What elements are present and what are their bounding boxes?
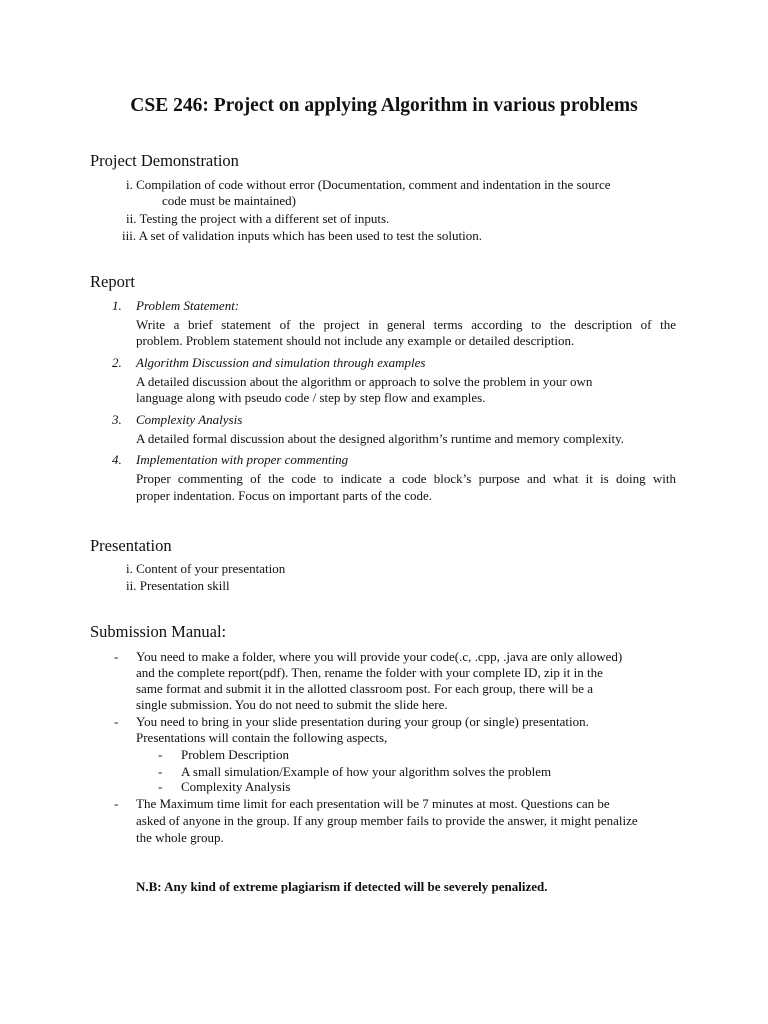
report-item-4-text-line-2: proper indentation. Focus on important parts of the code. (136, 488, 433, 503)
submission-bullet-1-line-2: and the complete report(pdf). Then, rename the folder with your complete ID, zip it in the (136, 665, 603, 680)
submission-bullet-1-dash: - (114, 649, 119, 664)
document-title: CSE 246: Project on applying Algorithm in various problems (130, 95, 638, 116)
report-item-3-title: Complexity Analysis (136, 412, 243, 427)
presentation-item-2: ii. Presentation skill (126, 578, 230, 593)
demonstration-item-3: iii. A set of validation inputs which has been used to test the solution. (122, 228, 482, 243)
submission-bullet-3-line-1: The Maximum time limit for each presentation will be 7 minutes at most. Questions can be (136, 796, 610, 811)
report-item-3-number: 3. (112, 412, 122, 427)
report-item-1-number: 1. (112, 298, 122, 313)
submission-bullet-3-line-3: the whole group. (136, 830, 224, 845)
submission-bullet-3-dash: - (114, 796, 119, 811)
demonstration-item-1-line-2: code must be maintained) (162, 193, 296, 208)
submission-bullet-2-line-2: Presentations will contain the following aspects, (136, 730, 388, 745)
submission-bullet-1-line-4: single submission. You do not need to submit the slide here. (136, 697, 448, 712)
submission-bullet-2-line-1: You need to bring in your slide presentation during your group (or single) presentation. (136, 714, 589, 729)
sub-bullet-problem-description: Problem Description (181, 747, 289, 762)
report-item-4-number: 4. (112, 452, 122, 467)
demonstration-item-1-line-1: i. Compilation of code without error (Documentation, comment and indentation in the source (126, 177, 611, 192)
submission-bullet-2-dash: - (114, 714, 119, 729)
presentation-item-1: i. Content of your presentation (126, 561, 286, 576)
report-item-4-title: Implementation with proper commenting (136, 452, 349, 467)
presentation-heading: Presentation (90, 536, 172, 555)
sub-bullet-simulation: A small simulation/Example of how your algorithm solves the problem (181, 764, 552, 779)
report-item-1-text-line-1: Write a brief statement of the project in general terms according to the description of the (136, 317, 676, 332)
report-item-2-number: 2. (112, 355, 122, 370)
sub-bullet-complexity-analysis: Complexity Analysis (181, 779, 291, 794)
report-item-4-text-line-1: Proper commenting of the code to indicate a code block’s purpose and what it is doing with (136, 471, 676, 486)
submission-heading: Submission Manual: (90, 622, 227, 641)
sub-bullet-1-dash: - (158, 747, 163, 762)
report-item-1-text-line-2: problem. Problem statement should not include any example or detailed description. (136, 333, 575, 348)
report-item-2-title: Algorithm Discussion and simulation through examples (136, 355, 426, 370)
report-item-1-title: Problem Statement: (136, 298, 240, 313)
report-item-2-text-line-2: language along with pseudo code / step by step flow and examples. (136, 390, 486, 405)
sub-bullet-3-dash: - (158, 779, 163, 794)
submission-bullet-1-line-3: same format and submit it in the allotted classroom post. For each group, there will be a (136, 681, 594, 696)
submission-bullet-3-line-2: asked of anyone in the group. If any group member fails to provide the answer, it might penalize (136, 813, 638, 828)
submission-bullet-1-line-1: You need to make a folder, where you will provide your code(.c, .cpp, .java are only allowed) (136, 649, 623, 664)
report-item-3-text-line-1: A detailed formal discussion about the designed algorithm’s runtime and memory complexity. (136, 431, 625, 446)
demonstration-item-2: ii. Testing the project with a different set of inputs. (126, 211, 390, 226)
report-heading: Report (90, 272, 135, 291)
sub-bullet-2-dash: - (158, 764, 163, 779)
plagiarism-note: N.B: Any kind of extreme plagiarism if detected will be severely penalized. (136, 879, 548, 894)
report-item-2-text-line-1: A detailed discussion about the algorithm or approach to solve the problem in your own (136, 374, 593, 389)
demonstration-heading: Project Demonstration (90, 151, 239, 170)
